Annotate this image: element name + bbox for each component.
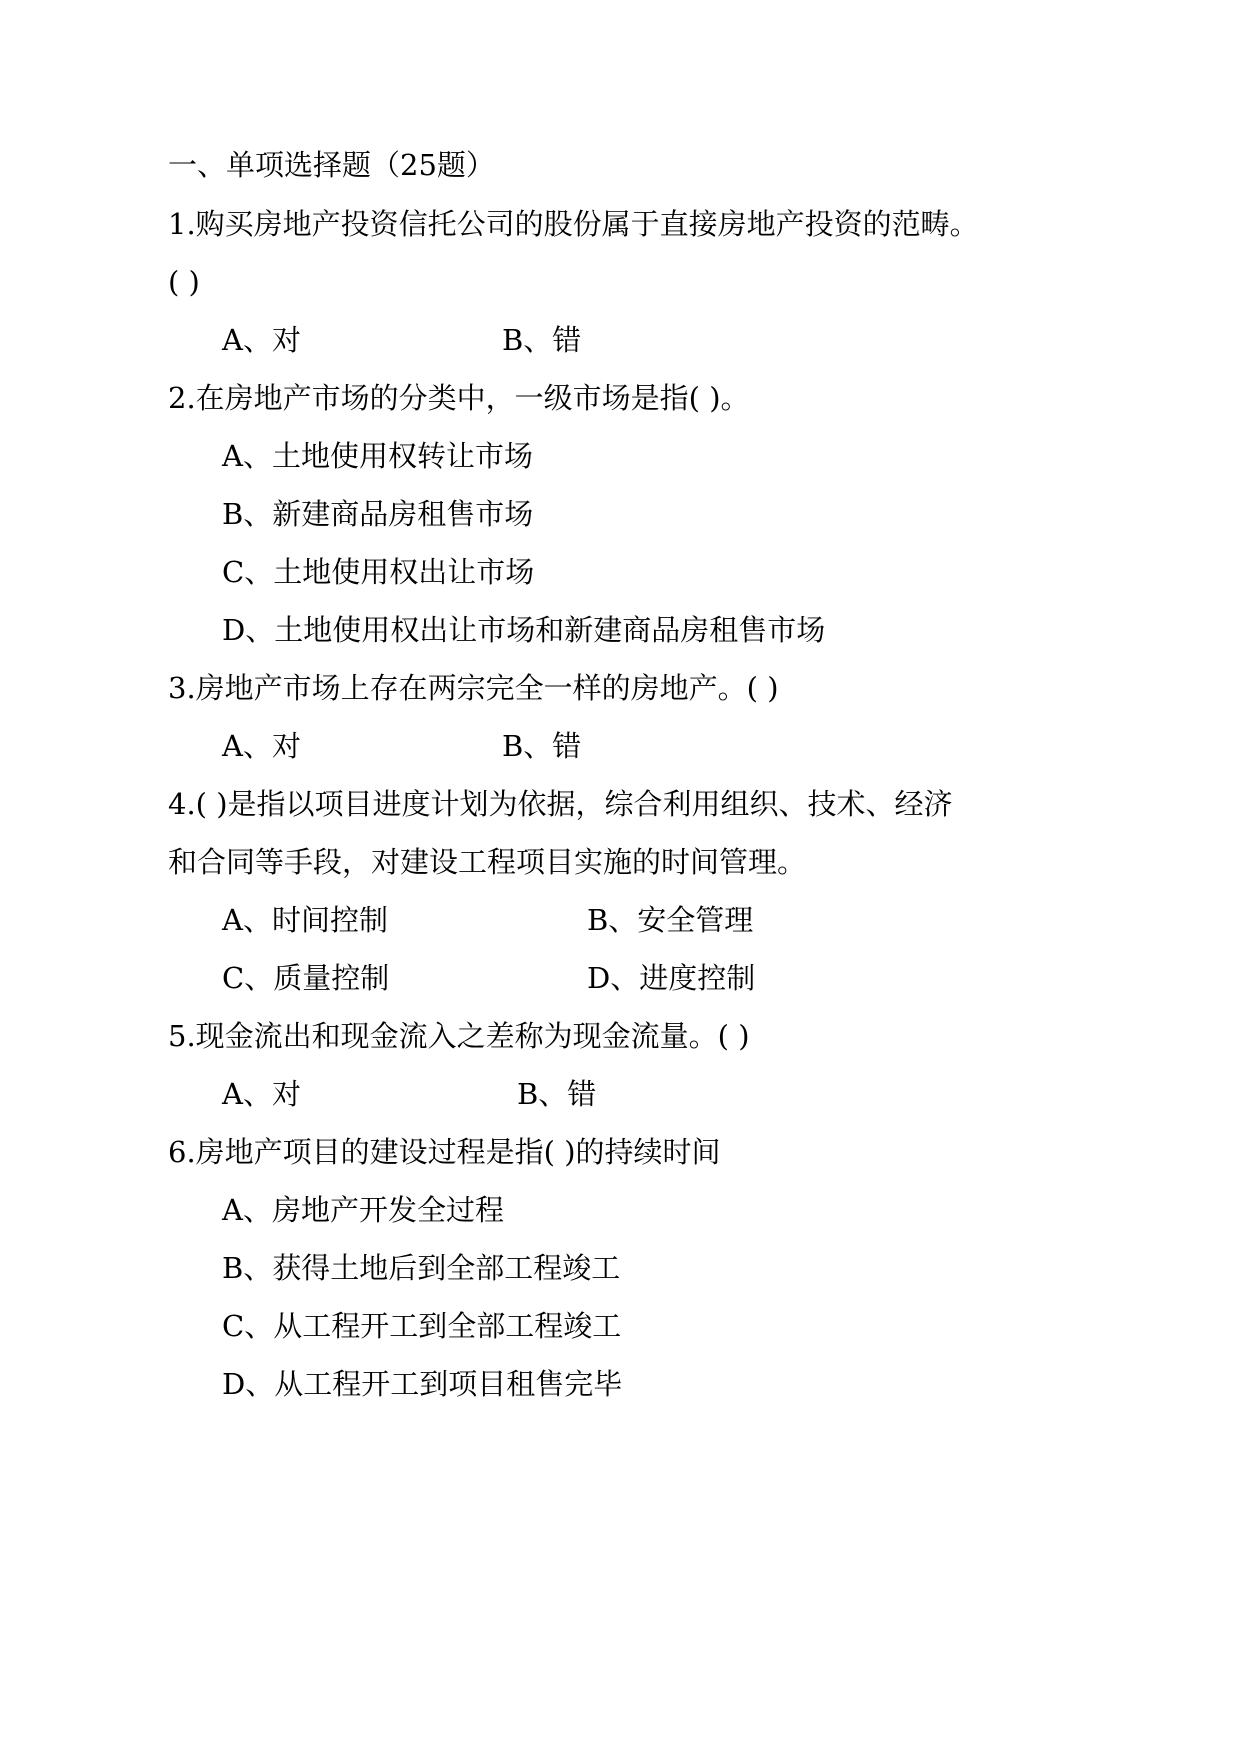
question-5-option-a: A、对 [222,1077,301,1111]
question-5-stem: 5.现金流出和现金流入之差称为现金流量。( ) [168,1019,750,1053]
question-1-option-a: A、对 [222,323,301,357]
question-4-option-b: B、安全管理 [587,903,754,937]
question-6-option-c: C、从工程开工到全部工程竣工 [222,1309,622,1343]
question-2-stem: 2.在房地产市场的分类中，一级市场是指( )。 [168,381,750,415]
question-4-option-c: C、质量控制 [222,961,390,995]
section-title: 一、单项选择题（25题） [168,148,495,182]
question-2-option-c: C、土地使用权出让市场 [222,555,535,589]
question-4-option-d: D、进度控制 [587,961,756,995]
question-6-option-d: D、从工程开工到项目租售完毕 [222,1367,623,1401]
question-2-option-b: B、新建商品房租售市场 [222,497,534,531]
question-2-option-a: A、土地使用权转让市场 [222,439,533,473]
question-5-option-b: B、错 [517,1077,597,1111]
question-6-option-a: A、房地产开发全过程 [222,1193,504,1227]
question-3-option-a: A、对 [222,729,301,763]
question-1-stem-line-1: 1.购买房地产投资信托公司的股份属于直接房地产投资的范畴。 [168,207,979,241]
question-3-stem: 3.房地产市场上存在两宗完全一样的房地产。( ) [168,671,779,705]
question-4-option-a: A、时间控制 [222,903,388,937]
question-1-option-b: B、错 [502,323,582,357]
question-6-option-b: B、获得土地后到全部工程竣工 [222,1251,621,1285]
question-2-option-d: D、土地使用权出让市场和新建商品房租售市场 [222,613,826,647]
question-6-stem: 6.房地产项目的建设过程是指( )的持续时间 [168,1135,721,1169]
question-3-option-b: B、错 [502,729,582,763]
question-1-stem-line-2: ( ) [168,265,200,299]
question-4-stem-line-2: 和合同等手段，对建设工程项目实施的时间管理。 [168,845,807,879]
question-4-stem-line-1: 4.( )是指以项目进度计划为依据，综合利用组织、技术、经济 [168,787,953,821]
